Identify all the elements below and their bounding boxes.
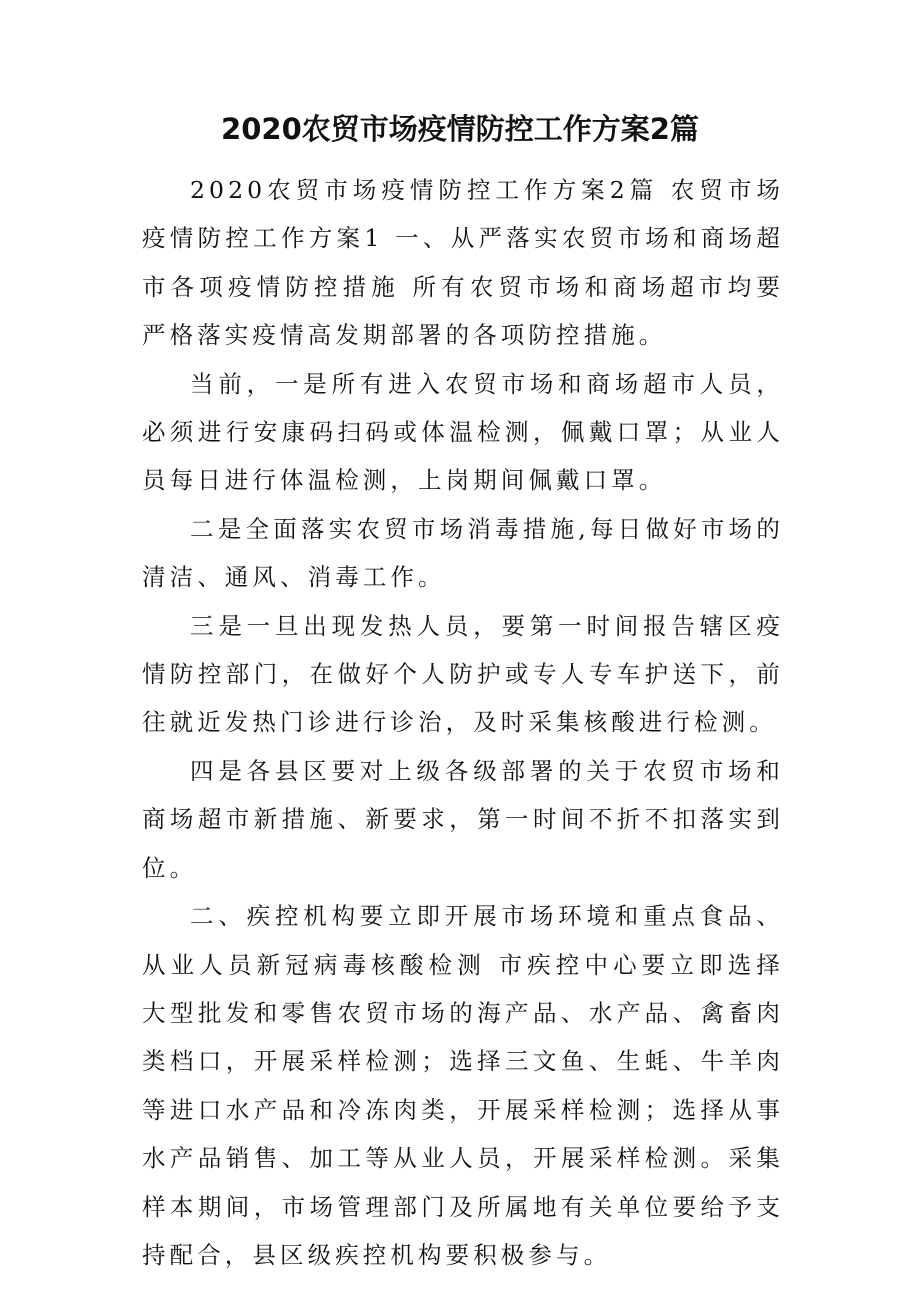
paragraph-measure-1: 当前，一是所有进入农贸市场和商场超市人员，必须进行安康码扫码或体温检测，佩戴口罩；从业人员每日进行体温检测，上岗期间佩戴口罩。 [142, 369, 784, 495]
document-title: 2020农贸市场疫情防控工作方案2篇 [221, 112, 699, 146]
paragraph-measure-3: 三是一旦出现发热人员，要第一时间报告辖区疫情防控部门，在做好个人防护或专人专车护送下，前往就近发热门诊进行诊治，及时采集核酸进行检测。 [142, 611, 784, 737]
paragraph-intro: 2020农贸市场疫情防控工作方案2篇 农贸市场疫情防控工作方案1 一、从严落实农贸市场和商场超市各项疫情防控措施 所有农贸市场和商场超市均要严格落实疫情高发期部署的各项防控措施。 [142, 176, 784, 350]
document-body [142, 166, 784, 1279]
paragraph-measure-4: 四是各县区要对上级各级部署的关于农贸市场和商场超市新措施、新要求，第一时间不折不扣落实到位。 [142, 756, 784, 882]
paragraph-section-2: 二、疾控机构要立即开展市场环境和重点食品、从业人员新冠病毒核酸检测 市疾控中心要立即选择大型批发和零售农贸市场的海产品、水产品、禽畜肉类档口，开展采样检测；选择三文鱼、生蚝、牛羊肉等进口水产品和冷冻肉类，开展采样检测；选择从事水产品销售、加工等从业人员，开展采样检测。采集样本期间，市场管理部门及所属地有关单位要给予支持配合，县区级疾控机构要积极参与。 [142, 902, 784, 1269]
paragraph-measure-2: 二是全面落实农贸市场消毒措施,每日做好市场的清洁、通风、消毒工作。 [142, 514, 784, 592]
